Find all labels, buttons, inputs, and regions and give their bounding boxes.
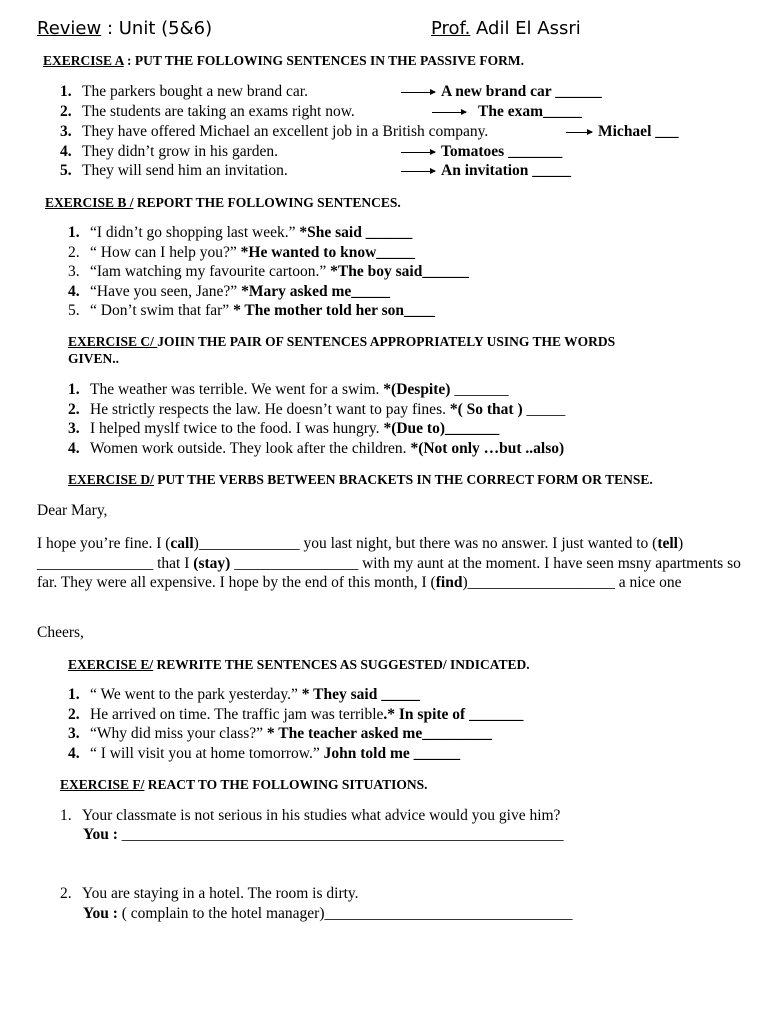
item-number: 2. <box>68 401 80 418</box>
arrow-right-icon <box>432 112 466 113</box>
item-number: 1. <box>60 83 72 100</box>
answer-blank: _______ <box>450 381 509 398</box>
exercise-a-heading <box>43 53 524 69</box>
item-number: 5. <box>68 302 80 319</box>
exercise-a-answer <box>426 103 582 121</box>
arrow-right-icon <box>401 171 435 172</box>
item-text: The students are taking an exams right now. <box>82 103 355 120</box>
exercise-a-title: EXERCISE A <box>43 53 124 68</box>
answer-text: * The teacher asked me_________ <box>266 725 492 742</box>
item-text: They have offered Michael an excellent job in a British company. <box>82 123 489 140</box>
item-number: 2. <box>68 244 80 261</box>
exercise-c-instruction-cont: GIVEN.. <box>68 351 120 366</box>
exercise-e-item <box>68 706 523 724</box>
exercise-a-answer <box>560 123 679 141</box>
answer-text: *The boy said______ <box>330 263 469 280</box>
exercise-a-item <box>60 103 355 121</box>
exercise-c-heading-line2 <box>68 351 119 367</box>
exercise-f-response <box>83 826 564 844</box>
item-number: 1. <box>68 686 80 703</box>
item-text: “I didn’t go shopping last week.” <box>90 224 300 241</box>
answer-text: *He wanted to know_____ <box>240 244 416 261</box>
review-label: Review <box>37 18 102 39</box>
exercise-c-item <box>68 381 509 399</box>
exercise-f-item <box>60 807 560 825</box>
exercise-a-item <box>60 83 308 101</box>
letter-body <box>37 534 757 593</box>
answer-text: *(Due to)_______ <box>383 420 500 437</box>
answer-text: * The mother told her son____ <box>233 302 436 319</box>
item-number: 1. <box>68 224 80 241</box>
exercise-e-title: EXERCISE E/ <box>68 657 154 672</box>
letter-text: )___________________ a nice one <box>462 574 682 591</box>
exercise-f-title: EXERCISE F/ <box>60 777 145 792</box>
item-number: 4. <box>60 143 72 160</box>
response-blank: _________________________________________________________ <box>117 826 564 843</box>
letter-text: )_____________ you last night, but there was no answer. I just wanted to ( <box>193 535 658 552</box>
item-text: “ I will visit you at home tomorrow.” <box>90 745 324 762</box>
exercise-c-item <box>68 440 564 458</box>
arrow-right-icon <box>566 132 592 133</box>
item-text: Women work outside. They look after the children. <box>90 440 411 457</box>
verb-find: find <box>435 574 463 591</box>
item-number: 2. <box>68 706 80 723</box>
item-number: 4. <box>68 283 80 300</box>
exercise-a-instruction: : PUT THE FOLLOWING SENTENCES IN THE PASSIVE FORM. <box>123 53 525 68</box>
item-text: “Iam watching my favourite cartoon.” <box>90 263 331 280</box>
exercise-b-item <box>68 263 469 281</box>
exercise-f-response <box>83 905 572 923</box>
exercise-b-item <box>68 283 390 301</box>
exercise-d-heading <box>68 472 653 488</box>
you-label: You : <box>83 905 118 922</box>
item-text: I helped myslf twice to the food. I was hungry. <box>90 420 384 437</box>
prof-label: Prof. <box>431 18 471 39</box>
answer-blank: _____ <box>522 401 566 418</box>
answer-text: *Mary asked me_____ <box>241 283 391 300</box>
exercise-f-instruction: REACT TO THE FOLLOWING SITUATIONS. <box>144 777 428 792</box>
item-text: You are staying in a hotel. The room is dirty. <box>82 885 359 902</box>
item-number: 1. <box>60 807 72 824</box>
answer-text: John told me ______ <box>323 745 461 762</box>
exercise-e-instruction: REWRITE THE SENTENCES AS SUGGESTED/ INDICATED. <box>153 657 530 672</box>
item-text: “Have you seen, Jane?” <box>90 283 242 300</box>
item-number: 4. <box>68 745 80 762</box>
item-number: 4. <box>68 440 80 457</box>
greeting-text: Dear Mary, <box>37 502 108 519</box>
item-text: The weather was terrible. We went for a swim. <box>90 381 384 398</box>
exercise-e-item <box>68 745 460 763</box>
closing-text: Cheers, <box>37 624 84 641</box>
exercise-b-instruction: REPORT THE FOLLOWING SENTENCES. <box>133 195 401 210</box>
answer-text: Michael ___ <box>598 123 679 140</box>
exercise-e-item <box>68 725 492 743</box>
arrow-right-icon <box>401 92 435 93</box>
item-text: He strictly respects the law. He doesn’t want to pay fines. <box>90 401 450 418</box>
verb-stay: (stay) <box>193 554 231 572</box>
answer-text: .* In spite of _______ <box>383 706 524 723</box>
exercise-f-heading <box>60 777 428 793</box>
item-text: They didn’t grow in his garden. <box>82 143 279 160</box>
item-text: “ Don’t swim that far” <box>90 302 234 319</box>
prof-name: Adil El Assri <box>470 18 581 39</box>
item-number: 5. <box>60 162 72 179</box>
header-prof <box>431 18 581 39</box>
item-number: 2. <box>60 103 72 120</box>
exercise-e-item <box>68 686 420 704</box>
item-number: 2. <box>60 885 72 902</box>
answer-text: Tomatoes _______ <box>441 143 563 160</box>
exercise-a-item <box>60 162 288 180</box>
exercise-f-item <box>60 885 359 903</box>
verb-tell: tell <box>657 535 678 552</box>
answer-text: A new brand car ______ <box>441 83 602 100</box>
exercise-e-heading <box>68 657 530 673</box>
exercise-d-instruction: PUT THE VERBS BETWEEN BRACKETS IN THE CORRECT FORM OR TENSE. <box>153 472 653 487</box>
letter-text: I hope you’re fine. I ( <box>37 535 171 552</box>
exercise-c-heading <box>68 334 615 350</box>
arrow-right-icon <box>401 152 435 153</box>
letter-closing <box>37 624 84 642</box>
exercise-a-answer <box>395 83 602 101</box>
unit-label: : Unit (5&6) <box>101 18 213 39</box>
exercise-a-answer <box>395 143 562 161</box>
exercise-b-item <box>68 224 412 242</box>
exercise-b-title: EXERCISE B / <box>45 195 134 210</box>
letter-text: ________________ with my aunt at the moment. I have seen msny apartments so far. They were all expensive. I hope by the end of this month, I ( <box>37 554 741 591</box>
exercise-c-item <box>68 420 499 438</box>
answer-text: *( So that ) <box>449 401 523 418</box>
item-number: 3. <box>68 263 80 280</box>
item-number: 3. <box>68 725 80 742</box>
verb-call: call <box>170 535 194 552</box>
header-review <box>37 18 212 39</box>
exercise-b-item <box>68 244 415 262</box>
item-number: 3. <box>68 420 80 437</box>
you-label: You : <box>83 826 118 843</box>
exercise-a-item <box>60 143 278 161</box>
answer-text: The exam_____ <box>478 103 582 120</box>
letter-greeting <box>37 502 107 520</box>
answer-text: * They said _____ <box>301 686 420 703</box>
answer-text: An invitation _____ <box>441 162 572 179</box>
exercise-b-heading <box>45 195 401 211</box>
exercise-d-title: EXERCISE D/ <box>68 472 154 487</box>
item-number: 1. <box>68 381 80 398</box>
exercise-c-item <box>68 401 565 419</box>
exercise-a-answer <box>395 162 571 180</box>
item-text: “ We went to the park yesterday.” <box>90 686 302 703</box>
item-text: “ How can I help you?” <box>90 244 241 261</box>
item-text: They will send him an invitation. <box>82 162 288 179</box>
answer-text: *(Not only …but ..also) <box>410 440 565 457</box>
exercise-c-instruction: JOIIN THE PAIR OF SENTENCES APPROPRIATELY USING THE WORDS <box>157 334 616 349</box>
letter-text: ) _______________ that I <box>37 535 684 572</box>
exercise-b-item <box>68 302 435 320</box>
item-text: Your classmate is not serious in his studies what advice would you give him? <box>82 807 561 824</box>
item-text: The parkers bought a new brand car. <box>82 83 308 100</box>
item-text: “Why did miss your class?” <box>90 725 267 742</box>
item-text: He arrived on time. The traffic jam was terrible <box>90 706 384 723</box>
response-blank: ( complain to the hotel manager)________________________________ <box>117 905 573 922</box>
exercise-a-item <box>60 123 488 141</box>
answer-text: *(Despite) <box>383 381 451 398</box>
answer-text: *She said ______ <box>299 224 413 241</box>
item-number: 3. <box>60 123 72 140</box>
exercise-c-title: EXERCISE C/ <box>68 334 158 349</box>
